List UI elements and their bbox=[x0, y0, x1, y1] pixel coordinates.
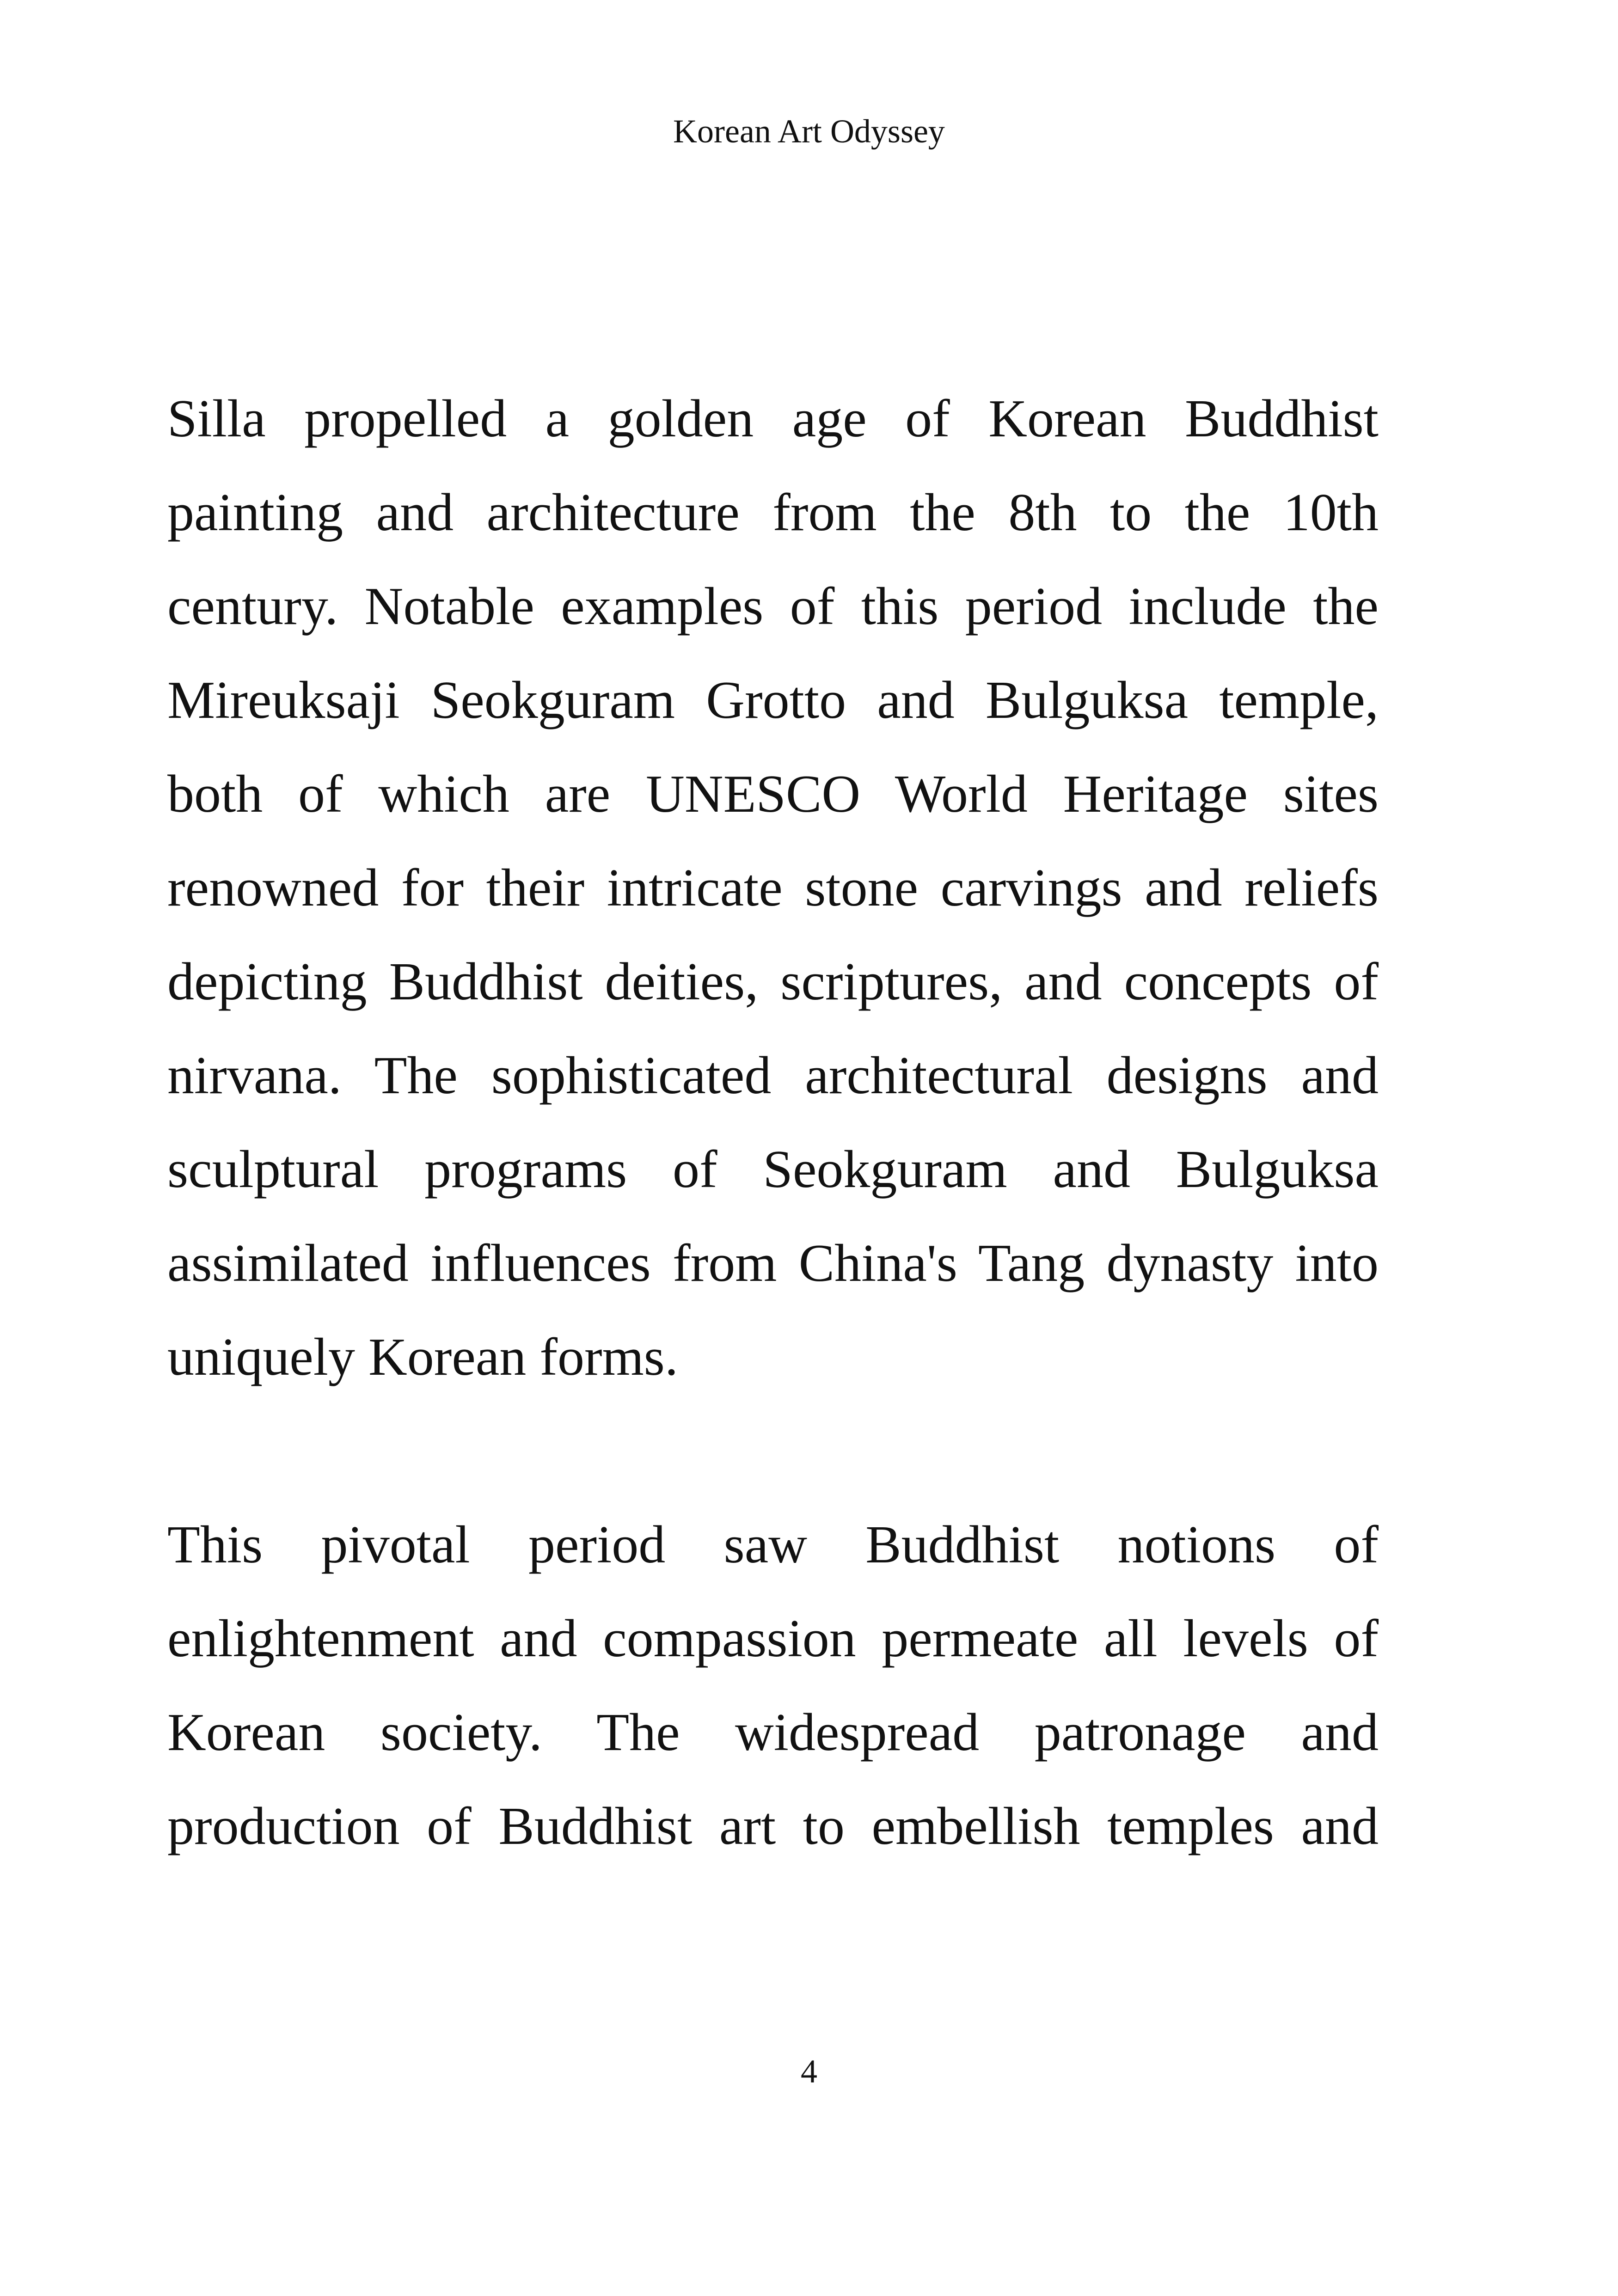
page-number: 4 bbox=[801, 2053, 817, 2090]
page-body bbox=[167, 372, 1379, 1874]
paragraph-pivotal-period: This pivotal period saw Buddhist notions of enlightenment and compassion permeate all levels of Korean society. The widespread patronage and production of Buddhist art to embellish temples and bbox=[167, 1515, 1379, 1856]
running-header-title: Korean Art Odyssey bbox=[673, 113, 945, 150]
paragraph-silla-golden-age: Silla propelled a golden age of Korean Buddhist painting and architecture from the 8th to the 10th century. Notable examples of this period include the Mireuksaji Seokguram Grotto and Bulguksa temple, both of which are UNESCO World Heritage sites renowned for their intricate stone carvings and reliefs depicting Buddhist deities, scriptures, and concepts of nirvana. The sophisticated architectural designs and sculptural programs of Seokguram and Bulguksa assimilated influences from China's Tang dynasty into uniquely Korean forms. bbox=[167, 389, 1379, 1387]
